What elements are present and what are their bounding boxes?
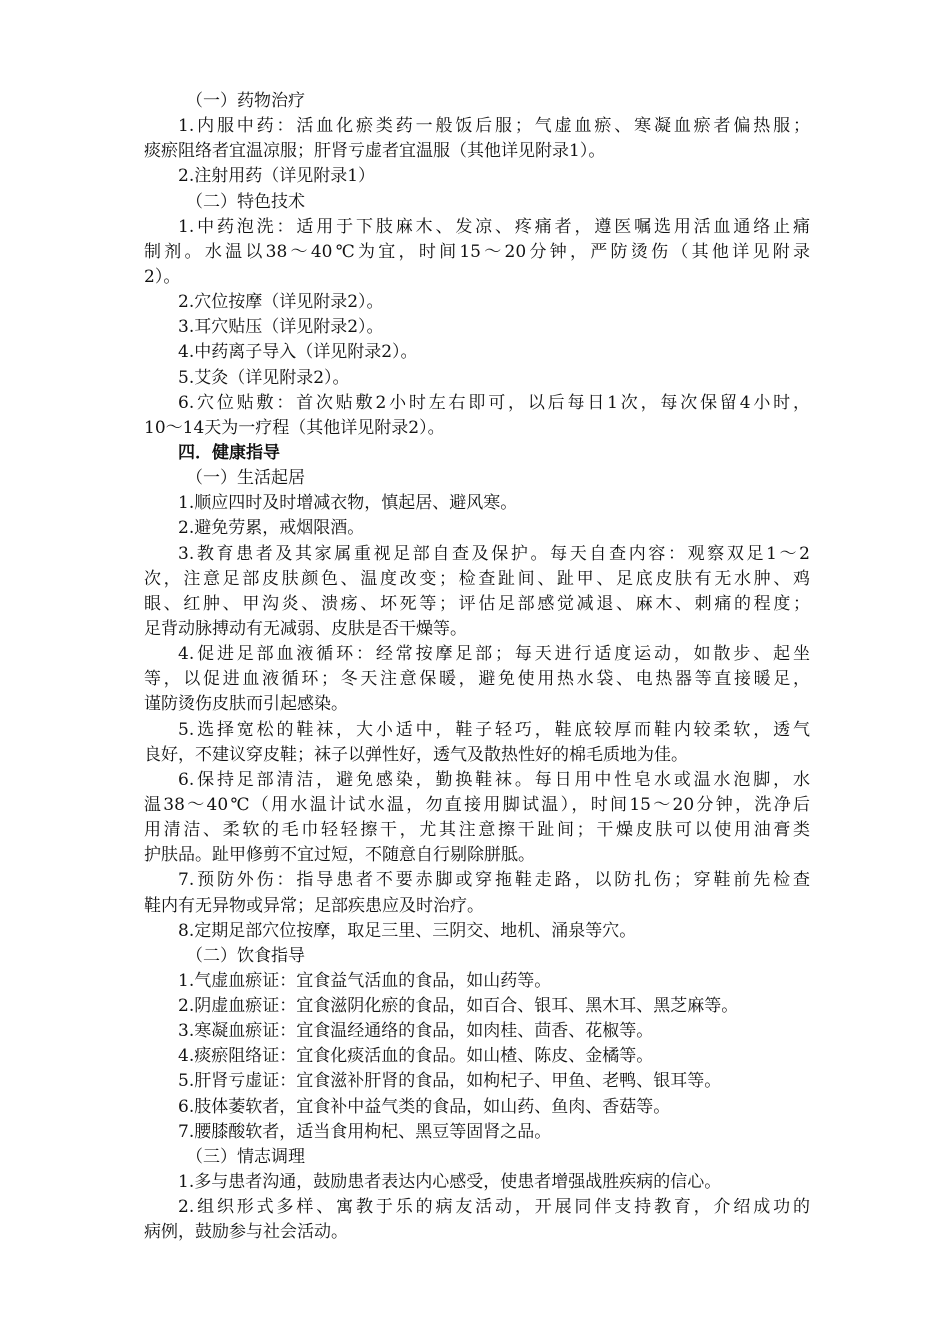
text-line: 1.顺应四时及时增减衣物，慎起居、避风寒。 (178, 493, 518, 514)
text-line: 护肤品。趾甲修剪不宜过短，不随意自行剔除胼胝。 (144, 845, 535, 866)
text-line: 5.肝肾亏虚证：宜食滋补肝肾的食品，如枸杞子、甲鱼、老鸭、银耳等。 (178, 1071, 722, 1092)
text-line: 4.痰瘀阻络证：宜食化痰活血的食品。如山楂、陈皮、金橘等。 (178, 1046, 654, 1067)
text-line: 2.注射用药（详见附录1） (178, 166, 376, 187)
text-line: 6.肢体萎软者，宜食补中益气类的食品，如山药、鱼肉、香菇等。 (178, 1096, 671, 1117)
text-line: 痰瘀阻络者宜温凉服；肝肾亏虚者宜温服（其他详见附录1）。 (144, 141, 606, 162)
text-line: 10～14天为一疗程（其他详见附录2）。 (144, 417, 445, 438)
section-heading: 四．健康指导 (178, 442, 280, 463)
text-line: 8.定期足部穴位按摩，取足三里、三阴交、地机、涌泉等穴。 (178, 920, 637, 941)
text-line: 3.寒凝血瘀证：宜食温经通络的食品，如肉桂、茴香、花椒等。 (178, 1021, 654, 1042)
document-page (144, 89, 810, 1245)
text-line: 7.腰膝酸软者，适当食用枸杞、黑豆等固肾之品。 (178, 1121, 552, 1142)
text-line: 温38～40℃（用水温计试水温，勿直接用脚试温），时间15～20分钟，洗净后 (144, 794, 810, 815)
text-line: 制剂。水温以38～40℃为宜，时间15～20分钟，严防烫伤（其他详见附录 (144, 241, 810, 262)
text-line: 2.穴位按摩（详见附录2）。 (178, 292, 384, 313)
text-line: 1.多与患者沟通，鼓励患者表达内心感受，使患者增强战胜疾病的信心。 (178, 1172, 722, 1193)
text-line: 等，以促进血液循环；冬天注意保暖，避免使用热水袋、电热器等直接暖足， (144, 669, 810, 690)
text-line: （一）生活起居 (186, 468, 305, 489)
text-line: 4.促进足部血液循环：经常按摩足部；每天进行适度运动，如散步、起坐 (178, 644, 810, 665)
text-line: 足背动脉搏动有无减弱、皮肤是否干燥等。 (144, 618, 467, 639)
text-line: 病例，鼓励参与社会活动。 (144, 1222, 348, 1243)
text-line: （二）特色技术 (186, 191, 305, 212)
text-line: 用清洁、柔软的毛巾轻轻擦干，尤其注意擦干趾间；干燥皮肤可以使用油膏类 (144, 820, 810, 841)
text-line: 次，注意足部皮肤颜色、温度改变；检查趾间、趾甲、足底皮肤有无水肿、鸡 (144, 568, 810, 589)
text-line: 7.预防外伤：指导患者不要赤脚或穿拖鞋走路，以防扎伤；穿鞋前先检查 (178, 870, 810, 891)
text-line: 2.组织形式多样、寓教于乐的病友活动，开展同伴支持教育，介绍成功的 (178, 1197, 810, 1218)
text-line: 1.气虚血瘀证：宜食益气活血的食品，如山药等。 (178, 970, 552, 991)
text-line: 1.内服中药：活血化瘀类药一般饭后服；气虚血瘀、寒凝血瘀者偏热服； (178, 116, 810, 137)
text-line: 3.教育患者及其家属重视足部自查及保护。每天自查内容：观察双足1～2 (178, 543, 810, 564)
text-line: 6.穴位贴敷：首次贴敷2小时左右即可，以后每日1次，每次保留4小时， (178, 392, 810, 413)
text-line: 5.艾灸（详见附录2）。 (178, 367, 350, 388)
text-line: 鞋内有无异物或异常；足部疾患应及时治疗。 (144, 895, 484, 916)
text-line: 谨防烫伤皮肤而引起感染。 (144, 694, 348, 715)
text-line: 2.阴虚血瘀证：宜食滋阴化瘀的食品，如百合、银耳、黑木耳、黑芝麻等。 (178, 996, 739, 1017)
text-line: 眼、红肿、甲沟炎、溃疡、坏死等；评估足部感觉减退、麻木、刺痛的程度； (144, 593, 810, 614)
text-line: （一）药物治疗 (186, 91, 305, 111)
text-line: 1.中药泡洗：适用于下肢麻木、发凉、疼痛者，遵医嘱选用活血通络止痛 (178, 216, 810, 237)
text-line: 2.避免劳累，戒烟限酒。 (178, 518, 365, 539)
text-line: 3.耳穴贴压（详见附录2）。 (178, 317, 384, 338)
text-line: （二）饮食指导 (186, 945, 305, 966)
text-line: 4.中药离子导入（详见附录2）。 (178, 342, 418, 363)
text-line: （三）情志调理 (186, 1146, 305, 1167)
text-line: 良好，不建议穿皮鞋；袜子以弹性好，透气及散热性好的棉毛质地为佳。 (144, 744, 688, 765)
text-line: 6.保持足部清洁，避免感染，勤换鞋袜。每日用中性皂水或温水泡脚，水 (178, 769, 810, 790)
text-line: 5.选择宽松的鞋袜，大小适中，鞋子轻巧，鞋底较厚而鞋内较柔软，透气 (178, 719, 810, 740)
text-line: 2）。 (144, 266, 181, 287)
